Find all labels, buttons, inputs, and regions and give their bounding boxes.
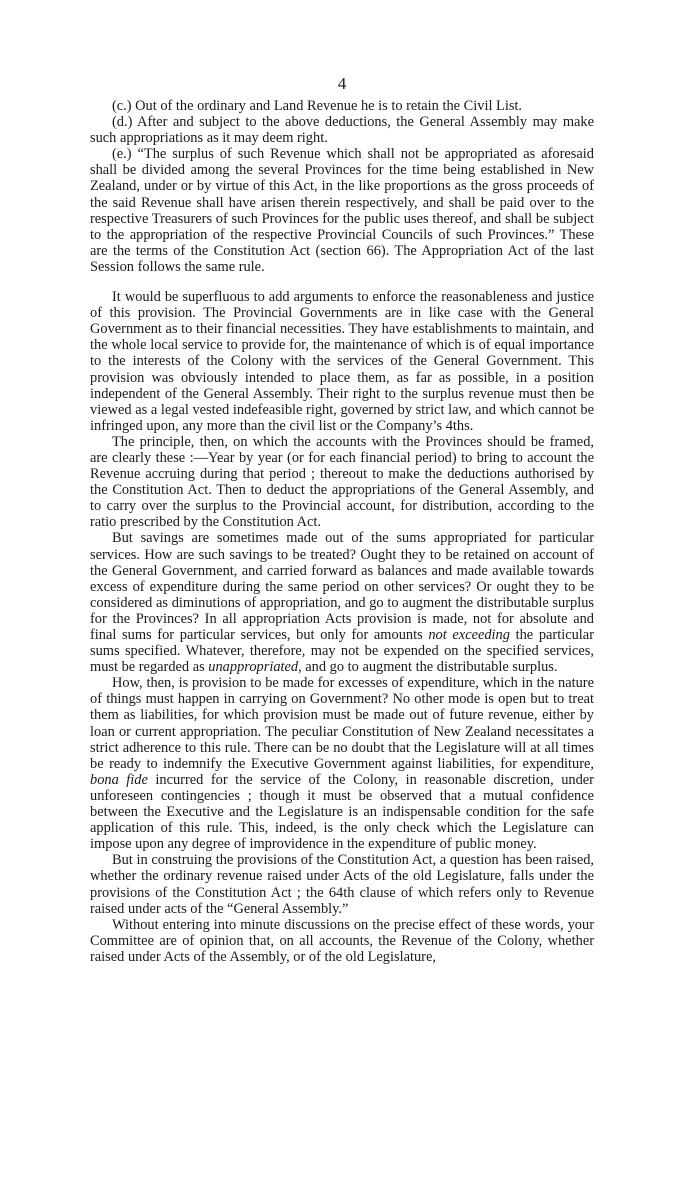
page-number: 4 <box>337 74 347 93</box>
paragraph-construing: But in construing the provisions of the Constitution Act, a question has been raised, whether the ordinary revenue raised under Acts of the old Legislature, falls under the provisions of the Constitution Act ; the 64th clause of which refers only to Revenue raised under acts of the “General Assembly.” <box>90 852 594 917</box>
italic-run: not exceeding <box>428 627 510 643</box>
text-run: incurred for the service of the Colony, in reasonable discretion, under unforeseen contingencies ; though it must be observed that a mutual confidence between the Executive and the Legislature is an indispensable condition for the safe application of this rule. This, indeed, is the only check which the Legislature can impose upon any degree of improvidence in the expenditure of public money. <box>90 771 594 853</box>
italic-run: bona fide <box>90 771 148 788</box>
text-run: But savings are sometimes made out of the sums appropriated for particular services. How are such savings to be treated? Ought they to be retained on account of the General Government, and carried forward as balances and made available towards excess of expenditure during the same period on other services? Or ought they to be considered as diminutions of appropriation, and go to augment the distributable surplus for the Provinces? In all appropriation Acts provision is made, not for absolute and final sums for particular services, but only for amounts <box>90 530 594 643</box>
paragraph-c: (c.) Out of the ordinary and Land Revenue he is to retain the Civil List. <box>112 98 523 114</box>
paragraph-d: (d.) After and subject to the above deductions, the General Assembly may make such appropriations as it may deem right. <box>90 114 594 147</box>
text-run: , and go to augment the distributable surplus. <box>298 659 558 676</box>
paragraph-principle: The principle, then, on which the accounts with the Provinces should be framed, are clearly these :—Year by year (or for each financial period) to bring to account the Revenue accruing during that period ; thereout to make the deductions authorised by the Constitution Act. Then to deduct the appropriations of the General Assembly, and to carry over the surplus to the Provincial account, for distribution, according to the ratio prescribed by the Constitution Act. <box>90 433 594 531</box>
paragraph-reasonableness: It would be superfluous to add arguments to enforce the reasonableness and justice of this provision. The Provincial Governments are in like case with the General Government as to their financial necessities. They have establishments to maintain, and the whole local service to provide for, the maintenance of which is of equal importance to the interests of the Colony with the services of the General Government. This provision was obviously intended to place them, as far as possible, in a position independent of the General Assembly. Their right to the surplus revenue must then be viewed as a legal vested indefeasible right, governed by strict law, and which cannot be infringed upon, any more than the civil list or the Company’s 4ths. <box>90 289 594 434</box>
paragraph-without-entering: Without entering into minute discussions on the precise effect of these words, your Committee are of opinion that, on all accounts, the Revenue of the Colony, whether raised under Acts of the Assembly, or of the old Legislature, <box>90 916 594 965</box>
paragraph-excesses <box>90 675 594 852</box>
text-run: the particular sums specified. Whatever, therefore, may not be expended on the specified services, must be regarded as <box>90 627 594 676</box>
italic-run: unappropriated <box>208 659 299 676</box>
paragraph-e: (e.) “The surplus of such Revenue which shall not be appropriated as aforesaid shall be divided among the several Provinces for the time being established in New Zealand, under or by virtue of this Act, in the like proportions as the gross proceeds of the said Revenue shall have arisen therein respectively, and shall be paid over to the respective Treasurers of such Provinces for the public uses thereof, and shall be subject to the appropriation of the respective Provincial Councils of such Provinces.” These are the terms of the Constitution Act (section 66). The Appropriation Act of the last Session follows the same rule. <box>90 146 594 275</box>
text-run: How, then, is provision to be made for excesses of expenditure, which in the nature of things must happen in carrying on Government? No other mode is open but to treat them as liabilities, for which provision must be made out of future revenue, either by loan or current appropriation. The peculiar Constitution of New Zealand necessitates a strict adherence to this rule. There can be no doubt that the Legislature will at all times be ready to indemnify the Executive Government against liabilities, for expenditure, <box>90 675 594 772</box>
paragraph-savings <box>90 530 594 675</box>
